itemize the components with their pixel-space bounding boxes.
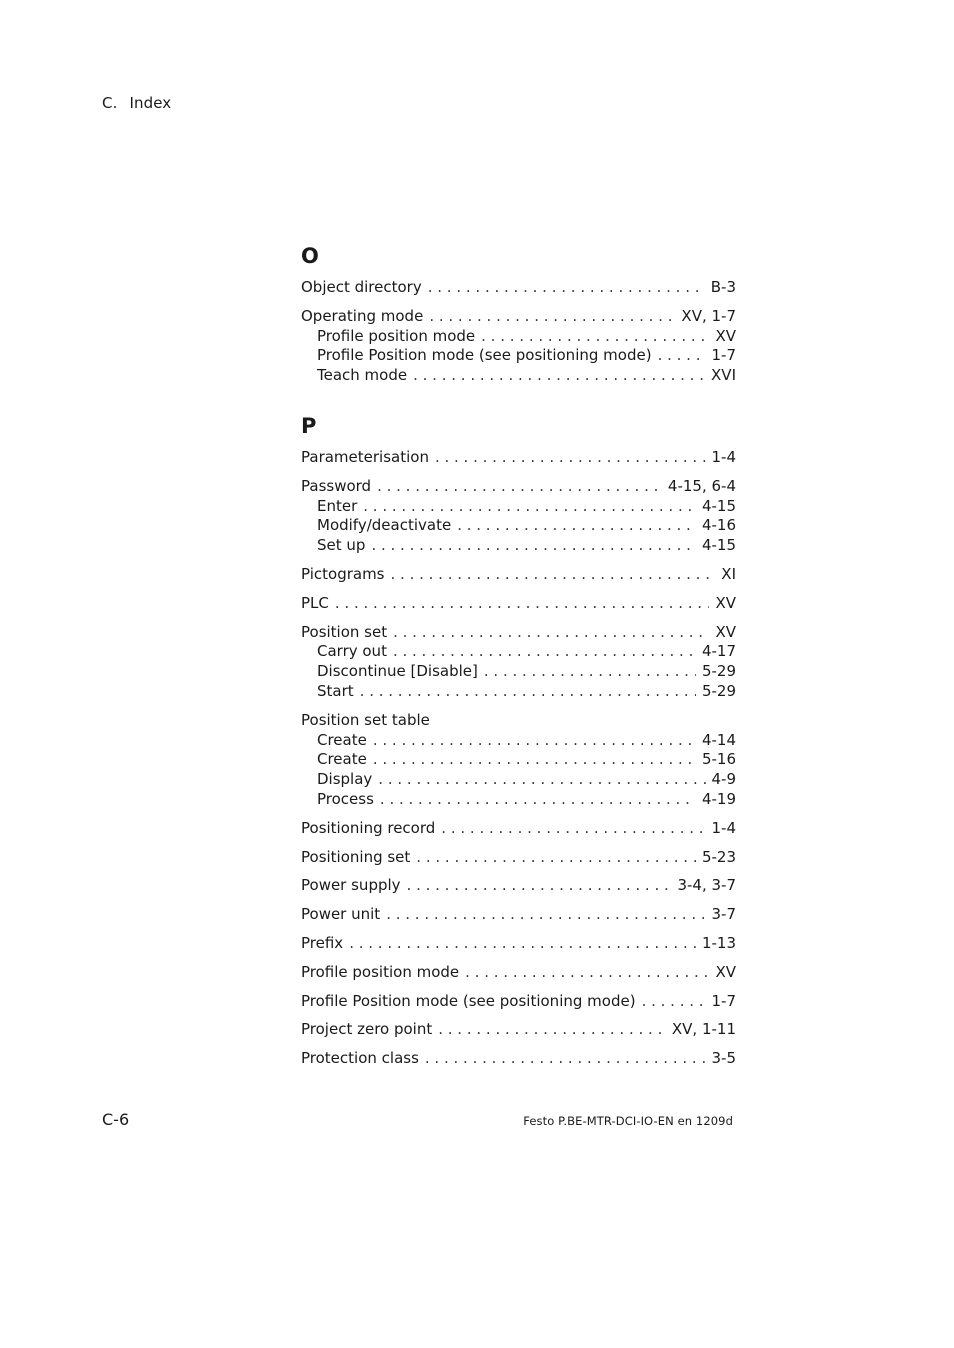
index-page-reference: XV xyxy=(715,962,736,981)
dot-leader xyxy=(428,278,705,298)
index-entry-group xyxy=(301,565,736,585)
dot-leader xyxy=(380,790,696,810)
index-subentry xyxy=(301,346,736,366)
index-page-reference: XV, 1-11 xyxy=(671,1020,736,1039)
index-page-reference: 5-23 xyxy=(701,847,736,866)
index-term: Pictograms xyxy=(301,564,385,583)
running-header xyxy=(102,94,171,112)
dot-leader xyxy=(373,750,696,770)
index-page-reference: 5-29 xyxy=(701,662,736,681)
dot-leader xyxy=(642,992,706,1012)
index-letter-heading: P xyxy=(301,413,317,438)
index-subentry xyxy=(301,750,736,770)
index-term: Parameterisation xyxy=(301,447,429,466)
index-entry xyxy=(301,905,736,925)
dot-leader xyxy=(441,819,705,839)
index-subentry xyxy=(301,327,736,347)
index-term: Enter xyxy=(317,496,358,515)
index-page-reference: 4-15 xyxy=(701,536,736,555)
index-term: Profile Position mode (see positioning mode) xyxy=(301,991,636,1010)
dot-leader xyxy=(435,448,706,468)
index-entry-group xyxy=(301,623,736,702)
index-page-reference: XI xyxy=(721,564,736,583)
index-page-reference: 5-29 xyxy=(701,681,736,700)
index-entry xyxy=(301,278,736,298)
index-term: Positioning set xyxy=(301,847,411,866)
index-letter-heading: O xyxy=(301,244,319,268)
dot-leader xyxy=(393,642,696,662)
dot-leader xyxy=(465,963,709,983)
index-entry xyxy=(301,819,736,839)
index-term: Project zero point xyxy=(301,1020,433,1039)
index-page-reference: 4-9 xyxy=(711,770,736,789)
index-term: Object directory xyxy=(301,278,422,296)
index-entry xyxy=(301,934,736,954)
index-term: Create xyxy=(317,750,367,769)
dot-leader xyxy=(457,516,696,536)
index-subentry xyxy=(301,731,736,751)
dot-leader xyxy=(393,623,709,643)
index-page-reference: B-3 xyxy=(710,278,736,296)
index-page-reference: 3-4, 3-7 xyxy=(677,876,736,895)
index-entry-group xyxy=(301,477,736,556)
dot-leader xyxy=(413,366,705,386)
index-subentry xyxy=(301,642,736,662)
index-term: Profile position mode xyxy=(317,326,476,345)
index-entry-group xyxy=(301,819,736,839)
index-page-reference: 4-17 xyxy=(701,642,736,661)
index-subentry xyxy=(301,682,736,702)
index-page-reference: 3-5 xyxy=(711,1049,736,1068)
index-entry xyxy=(301,876,736,896)
index-subentry xyxy=(301,662,736,682)
index-term: Profile position mode xyxy=(301,962,460,981)
dot-leader xyxy=(378,770,705,790)
index-term: Password xyxy=(301,476,372,495)
index-term: Modify/deactivate xyxy=(317,516,452,535)
header-section-number: C. xyxy=(102,94,118,112)
header-title: Index xyxy=(129,94,172,112)
index-entry xyxy=(301,848,736,868)
index-subentry xyxy=(301,366,736,386)
index-page-reference: 1-4 xyxy=(711,447,736,466)
dot-leader xyxy=(373,731,696,751)
index-entry-group xyxy=(301,278,736,298)
index-page-reference: 4-14 xyxy=(701,730,736,749)
index-entry xyxy=(301,1049,736,1069)
index-subentry xyxy=(301,497,736,517)
index-entry xyxy=(301,448,736,468)
index-entry xyxy=(301,594,736,614)
index-entry xyxy=(301,711,736,731)
index-entry-group xyxy=(301,448,736,468)
dot-leader xyxy=(407,876,672,896)
index-term: Display xyxy=(317,770,373,789)
index-term: Power unit xyxy=(301,905,381,924)
index-entry-group xyxy=(301,848,736,868)
index-entry-group xyxy=(301,307,736,386)
dot-leader xyxy=(363,497,696,517)
index-term: PLC xyxy=(301,593,329,612)
index-entry-group xyxy=(301,711,736,810)
index-entry xyxy=(301,307,736,327)
dot-leader xyxy=(349,934,696,954)
index-entry xyxy=(301,992,736,1012)
index-page-reference: 4-15, 6-4 xyxy=(667,476,736,495)
index-page-reference: 4-16 xyxy=(701,516,736,535)
index-term: Carry out xyxy=(317,642,387,661)
index-subentry xyxy=(301,790,736,810)
dot-leader xyxy=(438,1020,666,1040)
dot-leader xyxy=(360,682,696,702)
index-entry xyxy=(301,477,736,497)
index-entry-group xyxy=(301,934,736,954)
dot-leader xyxy=(484,662,696,682)
index-term: Protection class xyxy=(301,1049,419,1068)
index-term: Discontinue [Disable] xyxy=(317,662,478,681)
index-page-reference: XVI xyxy=(711,366,736,385)
index-entry-group xyxy=(301,963,736,983)
index-list xyxy=(301,240,736,1069)
index-entry xyxy=(301,623,736,643)
dot-leader xyxy=(416,848,696,868)
dot-leader xyxy=(377,477,662,497)
index-term: Create xyxy=(317,730,367,749)
index-page-reference: 3-7 xyxy=(711,905,736,924)
page-number: C-6 xyxy=(102,1110,130,1129)
dot-leader xyxy=(371,536,696,556)
index-entry xyxy=(301,963,736,983)
index-term: Set up xyxy=(317,536,366,555)
dot-leader xyxy=(425,1049,706,1069)
index-page-reference: 1-7 xyxy=(711,991,736,1010)
dot-leader xyxy=(658,346,706,366)
index-entry-group xyxy=(301,594,736,614)
index-term: Position set xyxy=(301,622,388,641)
dot-leader xyxy=(335,594,710,614)
index-entry-group xyxy=(301,992,736,1012)
index-page-reference: 1-13 xyxy=(701,933,736,952)
index-page-reference: 4-15 xyxy=(701,496,736,515)
index-term: Power supply xyxy=(301,876,401,895)
dot-leader xyxy=(391,565,716,585)
index-entry xyxy=(301,565,736,585)
index-page-reference: XV xyxy=(715,622,736,641)
index-term: Operating mode xyxy=(301,306,424,325)
index-term: Start xyxy=(317,681,354,700)
index-entry-group xyxy=(301,876,736,896)
document-reference: Festo P.BE-MTR-DCI-IO-EN en 1209d xyxy=(523,1114,733,1128)
dot-leader xyxy=(481,327,709,347)
index-subentry xyxy=(301,770,736,790)
index-subentry xyxy=(301,516,736,536)
index-term: Prefix xyxy=(301,933,344,952)
index-page-reference: 4-19 xyxy=(701,789,736,808)
index-entry-group xyxy=(301,1020,736,1040)
index-page-reference: 1-7 xyxy=(711,346,736,365)
index-entry xyxy=(301,1020,736,1040)
dot-leader xyxy=(429,307,675,327)
index-page-reference: 1-4 xyxy=(711,818,736,837)
index-term: Profile Position mode (see positioning mode) xyxy=(317,346,652,365)
dot-leader xyxy=(386,905,705,925)
index-entry-group xyxy=(301,905,736,925)
index-subentry xyxy=(301,536,736,556)
index-page-reference: XV xyxy=(715,593,736,612)
index-term: Position set table xyxy=(301,710,430,729)
index-entry-group xyxy=(301,1049,736,1069)
index-term: Teach mode xyxy=(317,366,408,385)
index-page-reference: 5-16 xyxy=(701,750,736,769)
index-page-reference: XV, 1-7 xyxy=(681,306,736,325)
index-page-reference: XV xyxy=(715,326,736,345)
index-term: Positioning record xyxy=(301,818,436,837)
index-term: Process xyxy=(317,789,374,808)
